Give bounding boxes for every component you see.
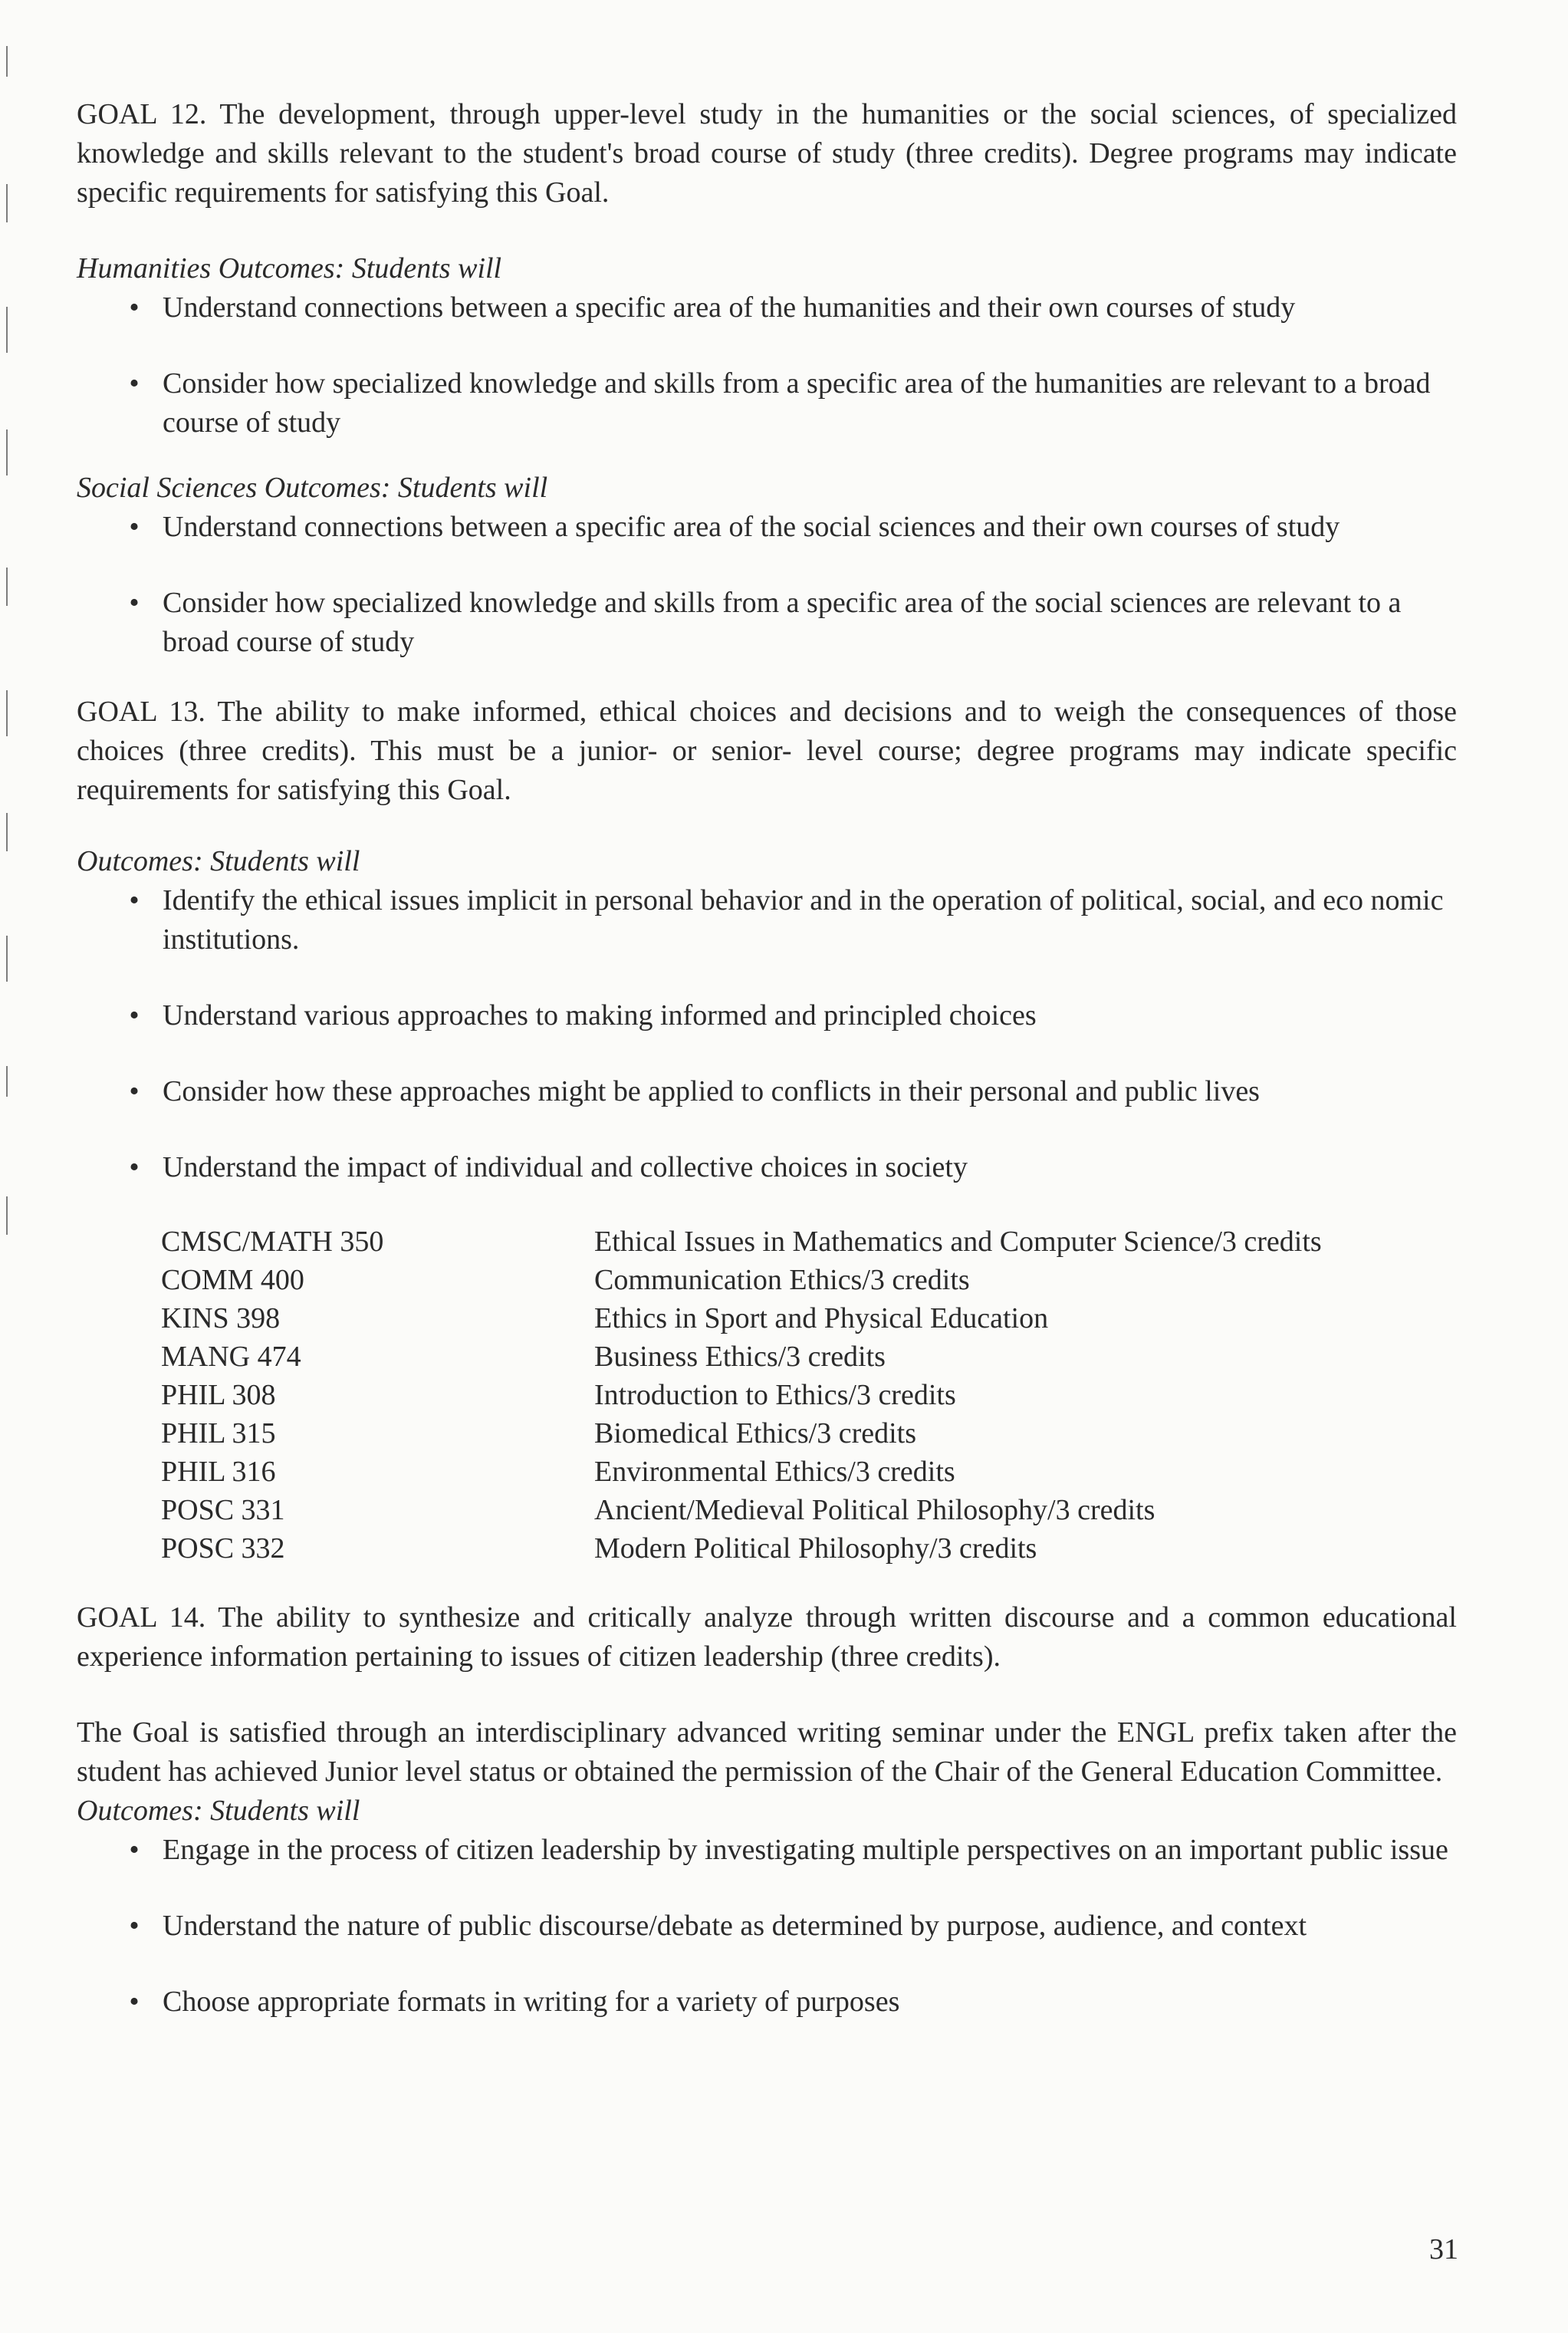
- list-item: [123, 1072, 1457, 1111]
- bullet-icon: •: [129, 1151, 140, 1183]
- ethics-courses-table: [161, 1222, 1322, 1568]
- course-code: POSC 332: [161, 1532, 285, 1565]
- outcome-text: Consider how these approaches might be applied to conflicts in their personal and public lives: [163, 1075, 1260, 1107]
- outcome-text: Consider how specialized knowledge and skills from a specific area of the humanities are relevant to a broad course of study: [163, 367, 1431, 439]
- goal-14-section: [77, 1598, 1457, 2022]
- goal-13-label: GOAL 13.: [77, 696, 205, 728]
- outcome-text: Consider how specialized knowledge and skills from a specific area of the social sciences are relevant to a broad course of study: [163, 587, 1402, 658]
- page-number: 31: [1429, 2233, 1458, 2266]
- outcome-text: Understand the impact of individual and collective choices in society: [163, 1151, 968, 1183]
- goal-13-text: The ability to make informed, ethical choices and decisions and to weigh the consequences of those choices (three credits). This must be a junior- or senior- level course; degree programs may indicate specific requirements for satisfying this Goal.: [77, 696, 1457, 806]
- table-row: [161, 1299, 1322, 1338]
- outcome-text: Engage in the process of citizen leadership by investigating multiple perspectives on an important public issue: [163, 1834, 1448, 1866]
- table-row: [161, 1491, 1322, 1529]
- course-title: Biomedical Ethics/3 credits: [594, 1417, 917, 1449]
- humanities-outcomes-list: [77, 288, 1457, 443]
- course-code: CMSC/MATH 350: [161, 1226, 384, 1258]
- bullet-icon: •: [129, 999, 140, 1032]
- course-code: POSC 331: [161, 1494, 285, 1526]
- bullet-icon: •: [129, 1986, 140, 2018]
- goal-13-outcomes-list: [77, 881, 1457, 1187]
- social-sciences-outcomes-heading: Social Sciences Outcomes: Students will: [77, 472, 548, 504]
- course-code: KINS 398: [161, 1302, 281, 1334]
- outcome-text: Identify the ethical issues implicit in personal behavior and in the operation of political, social, and eco nomic institutions.: [163, 884, 1444, 956]
- course-title: Modern Political Philosophy/3 credits: [594, 1532, 1037, 1565]
- bullet-icon: •: [129, 291, 140, 324]
- list-item: [123, 364, 1457, 443]
- list-item: [123, 288, 1457, 327]
- bullet-icon: •: [129, 1834, 140, 1866]
- goal-13-section: [77, 693, 1457, 1568]
- goal-12-paragraph: [77, 95, 1457, 212]
- outcome-text: Choose appropriate formats in writing for a variety of purposes: [163, 1986, 900, 2018]
- bullet-icon: •: [129, 587, 140, 619]
- outcome-text: Understand the nature of public discourse/debate as determined by purpose, audience, and context: [163, 1910, 1307, 1942]
- table-row: [161, 1414, 1322, 1453]
- course-code: PHIL 316: [161, 1456, 276, 1488]
- goal-14-text: The ability to synthesize and critically analyze through written discourse and a common educational experience information pertaining to issues of citizen leadership (three credits).: [77, 1601, 1457, 1673]
- list-item: [123, 584, 1457, 662]
- humanities-outcomes-heading: Humanities Outcomes: Students will: [77, 252, 502, 285]
- list-item: [123, 1148, 1457, 1187]
- goal-14-satisfied-paragraph: The Goal is satisfied through an interdisciplinary advanced writing seminar under the ENGL prefix taken after the student has achieved Junior level status or obtained the permission of the Chair of the General Education Committee.: [77, 1716, 1457, 1788]
- goal-14-outcomes-heading: Outcomes: Students will: [77, 1795, 360, 1827]
- outcome-text: Understand various approaches to making informed and principled choices: [163, 999, 1037, 1032]
- course-title: Ethics in Sport and Physical Education: [594, 1302, 1049, 1334]
- table-row: [161, 1338, 1322, 1376]
- course-title: Environmental Ethics/3 credits: [594, 1456, 955, 1488]
- goal-12-text: The development, through upper-level study in the humanities or the social sciences, of specialized knowledge and skills relevant to the student's broad course of study (three credits). Degree programs may indicate specific requirements for satisfying this Goal.: [77, 98, 1457, 209]
- table-row: [161, 1222, 1322, 1261]
- document-page: [77, 95, 1457, 2022]
- bullet-icon: •: [129, 1075, 140, 1107]
- table-row: [161, 1376, 1322, 1414]
- course-title: Ancient/Medieval Political Philosophy/3 credits: [594, 1494, 1155, 1526]
- social-sciences-outcomes-list: [77, 508, 1457, 662]
- course-code: MANG 474: [161, 1341, 301, 1373]
- list-item: [123, 1983, 1457, 2022]
- goal-13-paragraph: [77, 693, 1457, 810]
- goal-13-outcomes-heading: Outcomes: Students will: [77, 845, 360, 877]
- bullet-icon: •: [129, 367, 140, 400]
- goal-14-label: GOAL 14.: [77, 1601, 206, 1634]
- list-item: [123, 508, 1457, 547]
- outcome-text: Understand connections between a specific area of the social sciences and their own courses of study: [163, 511, 1340, 543]
- list-item: [123, 996, 1457, 1035]
- course-title: Business Ethics/3 credits: [594, 1341, 886, 1373]
- course-title: Communication Ethics/3 credits: [594, 1264, 970, 1296]
- outcome-text: Understand connections between a specific area of the humanities and their own courses of study: [163, 291, 1296, 324]
- binding-margin-marks: [0, 0, 31, 2333]
- course-title: Ethical Issues in Mathematics and Computer Science/3 credits: [594, 1226, 1322, 1258]
- list-item: [123, 1907, 1457, 1946]
- course-code: PHIL 315: [161, 1417, 276, 1449]
- goal-12-label: GOAL 12.: [77, 98, 207, 130]
- table-row: [161, 1453, 1322, 1491]
- goal-14-outcomes-list: [77, 1831, 1457, 2022]
- list-item: [123, 881, 1457, 959]
- course-title: Introduction to Ethics/3 credits: [594, 1379, 956, 1411]
- bullet-icon: •: [129, 884, 140, 916]
- goal-12-section: [77, 95, 1457, 662]
- course-code: PHIL 308: [161, 1379, 276, 1411]
- table-row: [161, 1529, 1322, 1568]
- list-item: [123, 1831, 1457, 1870]
- goal-14-paragraph: [77, 1598, 1457, 1677]
- course-code: COMM 400: [161, 1264, 304, 1296]
- bullet-icon: •: [129, 511, 140, 543]
- table-row: [161, 1261, 1322, 1299]
- bullet-icon: •: [129, 1910, 140, 1942]
